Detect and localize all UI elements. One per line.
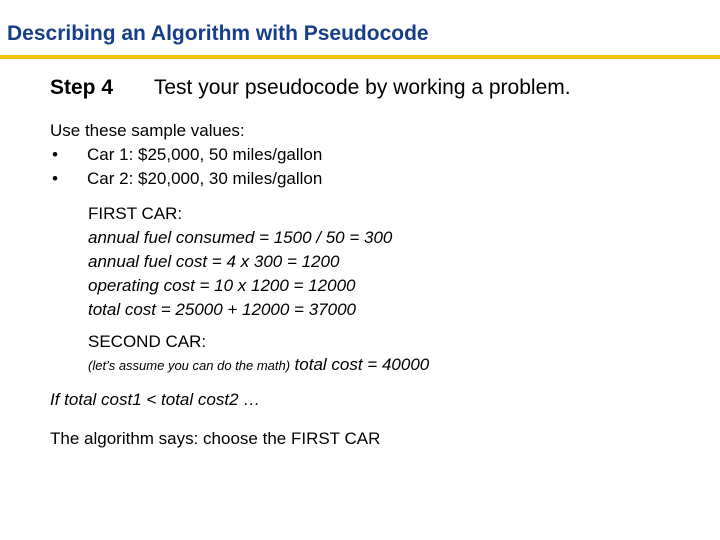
- first-car-line: annual fuel cost = 4 x 300 = 1200: [88, 252, 340, 271]
- step-label: Step 4: [50, 76, 114, 99]
- second-car-row: [88, 355, 429, 375]
- conclusion-text: The algorithm says: choose the FIRST CAR: [50, 429, 381, 448]
- comparison-text: If total cost1 < total cost2 …: [50, 390, 261, 409]
- step-text: Test your pseudocode by working a problem.: [153, 76, 571, 99]
- title-bar: [0, 0, 720, 60]
- bullet-marker: •: [52, 169, 58, 188]
- first-car-line: operating cost = 10 x 1200 = 12000: [88, 276, 356, 295]
- title-underline: [0, 55, 720, 59]
- step-row: [50, 76, 571, 100]
- bullet-text: Car 1: $25,000, 50 miles/gallon: [87, 145, 323, 164]
- first-car-heading: FIRST CAR:: [88, 204, 183, 223]
- second-car-note: (let’s assume you can do the math): [88, 358, 291, 373]
- second-car-result: total cost = 40000: [294, 355, 430, 374]
- bullet-text: Car 2: $20,000, 30 miles/gallon: [87, 169, 323, 188]
- second-car-heading: SECOND CAR:: [88, 332, 207, 351]
- first-car-line: annual fuel consumed = 1500 / 50 = 300: [88, 228, 393, 247]
- slide-title: Describing an Algorithm with Pseudocode: [7, 22, 429, 45]
- first-car-line: total cost = 25000 + 12000 = 37000: [88, 300, 356, 319]
- bullet-marker: •: [52, 145, 58, 164]
- intro-text: Use these sample values:: [50, 121, 245, 140]
